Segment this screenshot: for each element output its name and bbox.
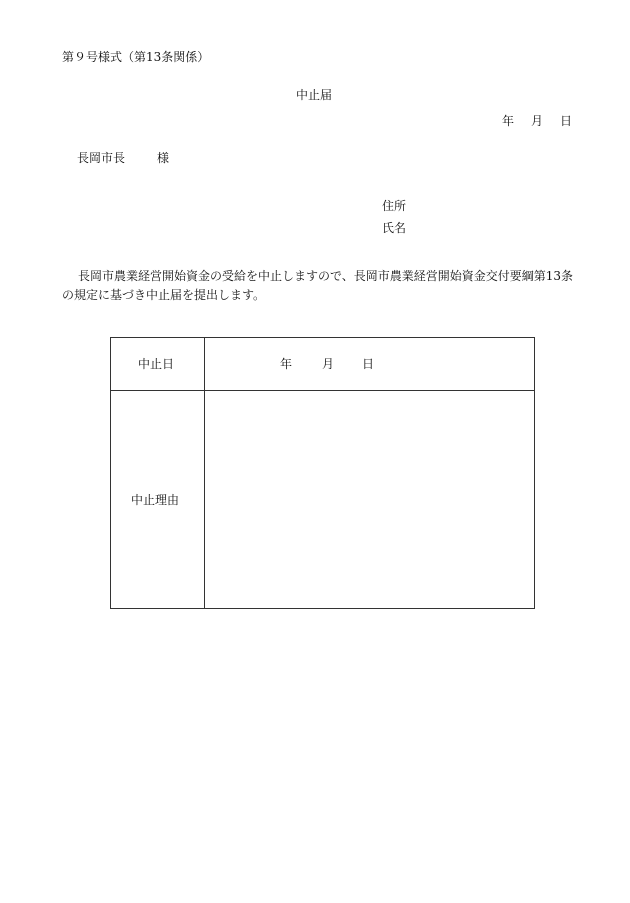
addressee-name: 長岡市長 [77, 151, 126, 165]
submission-date-day: 日 [560, 114, 573, 128]
submission-date-year: 年 [502, 114, 515, 128]
stop-date-label: 中止日 [138, 357, 175, 371]
name-label: 氏名 [382, 221, 407, 235]
address-label: 住所 [382, 199, 407, 213]
body-text: 長岡市農業経営開始資金の受給を中止しますので、長岡市農業経営開始資金交付要綱第13条の規定に基づき中止届を提出します。 [62, 269, 574, 302]
submission-date-month: 月 [531, 114, 544, 128]
form-table [110, 337, 535, 609]
form-number: 第９号様式（第13条関係） [62, 50, 210, 64]
stop-date-day: 日 [362, 357, 375, 371]
page-title: 中止届 [296, 88, 333, 102]
stop-reason-label: 中止理由 [131, 493, 180, 507]
stop-date-year: 年 [280, 357, 293, 371]
addressee-suffix: 様 [157, 151, 170, 165]
stop-date-month: 月 [322, 357, 335, 371]
submission-date [502, 115, 572, 127]
stop-reason-field[interactable] [205, 391, 534, 608]
